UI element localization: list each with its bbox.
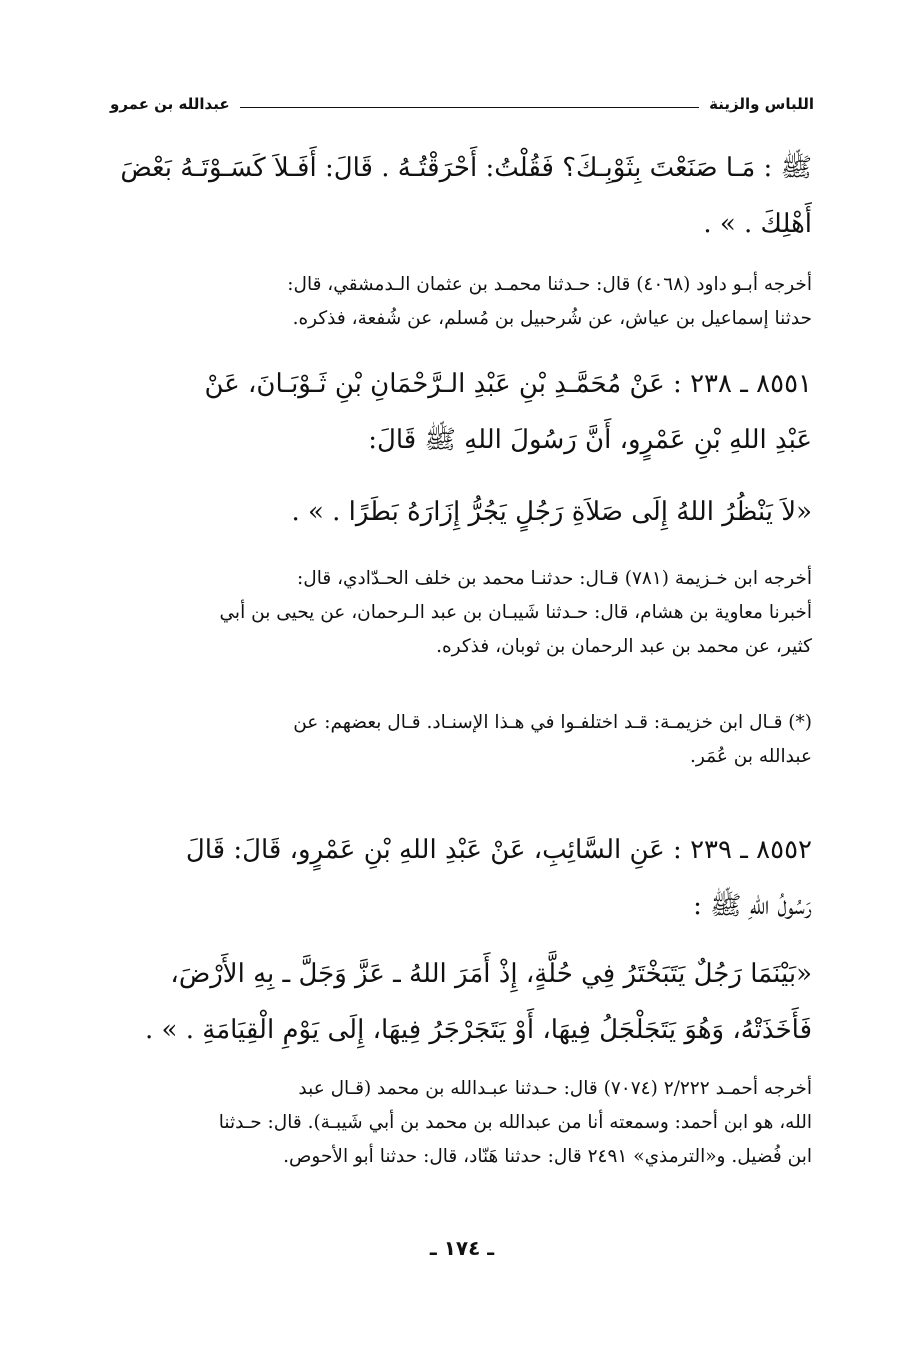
page-number: ـ ١٧٤ ـ (429, 1236, 495, 1260)
takhrij-note (112, 1072, 812, 1174)
hadith-text (112, 822, 812, 934)
text-line: ٨٥٥٢ ـ ٢٣٩ : عَنِ السَّائِبِ، عَنْ عَبْدِ اللهِ بْنِ عَمْرٍو، قَالَ: قَالَ (185, 835, 812, 865)
text-line: أخرجه أبـو داود (٤٠٦٨) قال: حـدثنا محمـد بن عثمان الـدمشقي، قال: (287, 274, 812, 295)
running-header (110, 92, 814, 116)
text-line: ﷺ : مَـا صَنَعْتَ بِثَوْبِـكَ؟ فَقُلْتُ: أَحْرَقْتُـهُ . قَالَ: أَفَـلاَ كَسَـوْتَـهُ بَعْضَ (120, 153, 812, 183)
text-line: أخبرنا معاوية بن هشام، قال: حـدثنا شَيبـان بن عبد الـرحمان، عن يحيى بن أبي (219, 602, 812, 623)
text-line: «لاَ يَنْظُرُ اللهُ إِلَى صَلاَةِ رَجُلٍ يَجُرُّ إِزَارَهُ بَطَرًا . » . (291, 497, 812, 527)
header-chapter-title: اللباس والزينة (709, 95, 814, 113)
text-line: الله، هو ابن أحمد: وسمعته أنا من عبدالله بن محمد بن أبي شَيبـة). قال: حـدثنا (218, 1112, 812, 1133)
header-rule (240, 107, 700, 108)
text-line: كثير، عن محمد بن عبد الرحمان بن ثوبان، فذكره. (436, 636, 812, 657)
takhrij-note (112, 562, 812, 664)
hadith-text (112, 356, 812, 468)
text-line: حدثنا إسماعيل بن عياش، عن شُرحبيل بن مُسلم، عن شُفعة، فذكره. (292, 308, 812, 329)
text-line: أَهْلِكَ . » . (703, 209, 812, 239)
text-line: فَأَخَذَتْهُ، وَهُوَ يَتَجَلْجَلُ فِيهَا، أَوْ يَتَجَرْجَرُ فِيهَا، إِلَى يَوْمِ الْقِيَامَةِ . » . (145, 1015, 812, 1045)
hadith-text (112, 484, 812, 540)
text-line: أخرجه ابن خـزيمة (٧٨١) قـال: حدثنـا محمد بن خلف الحـدّادي، قال: (297, 568, 812, 589)
text-line: أخرجه أحمـد ٢/٢٢٢ (٧٠٧٤) قال: حـدثنا عبـدالله بن محمد (قـال عبد (298, 1078, 812, 1099)
hadith-text (112, 946, 812, 1058)
text-line: ابن فُضيل. و«الترمذي» ٢٤٩١ قال: حدثنا هَنّاد، قال: حدثنا أبو الأحوص. (283, 1146, 812, 1167)
text-line: عَبْدِ اللهِ بْنِ عَمْرٍو، أَنَّ رَسُولَ اللهِ ﷺ قَالَ: (368, 425, 812, 455)
hadith-text (112, 140, 812, 252)
text-line: عبدالله بن عُمَر. (690, 746, 812, 767)
header-section-title: عبدالله بن عمرو (110, 95, 230, 113)
takhrij-note (112, 268, 812, 336)
text-line: «بَيْنَمَا رَجُلٌ يَتَبَخْتَرُ فِي حُلَّةٍ، إِذْ أَمَرَ اللهُ ـ عَزَّ وَجَلَّ ـ بِهِ الأَرْضَ، (170, 959, 812, 989)
footnote (112, 706, 812, 774)
text-line: ٨٥٥١ ـ ٢٣٨ : عَنْ مُحَمَّـدِ بْنِ عَبْدِ الـرَّحْمَانِ بْنِ ثَـوْبَـانَ، عَنْ (204, 369, 812, 399)
text-line: (*) قـال ابن خزيمـة: قـد اختلفـوا في هـذا الإسنـاد. قـال بعضهم: عن (293, 712, 812, 733)
text-line: رَسُولُ اللهِ ﷺ : (693, 891, 812, 921)
